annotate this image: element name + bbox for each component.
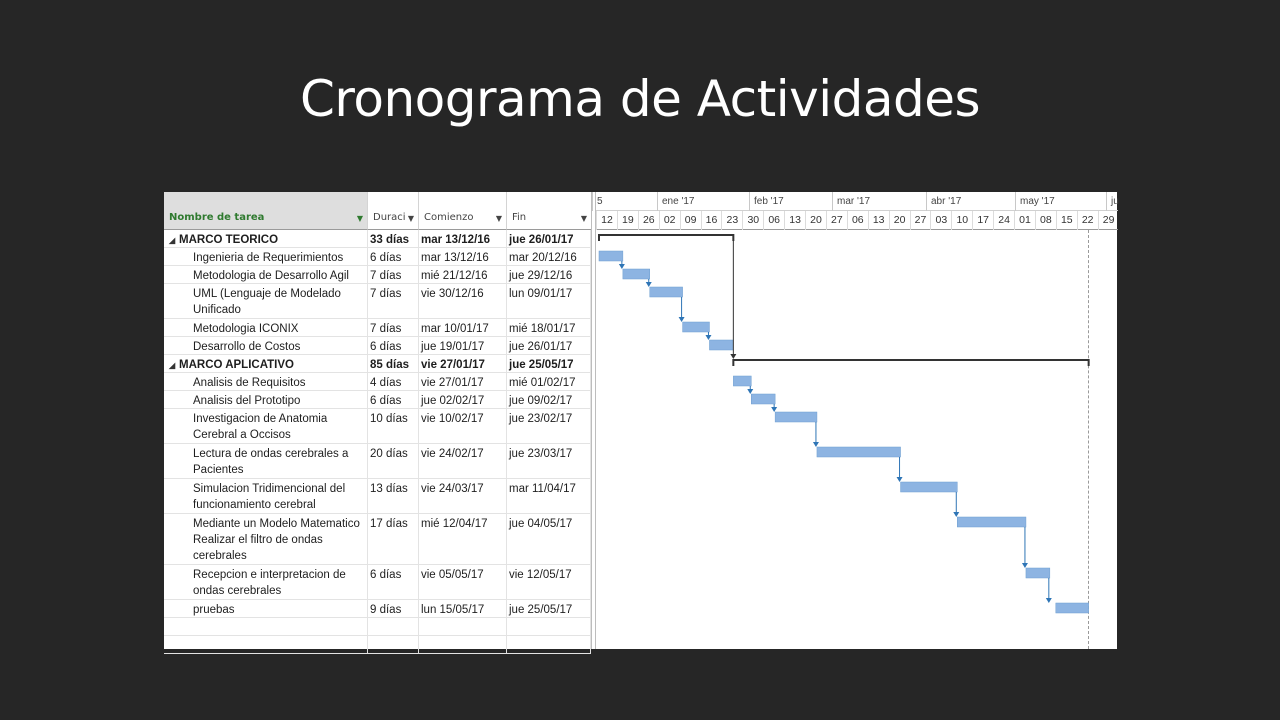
task-start[interactable] bbox=[419, 409, 507, 443]
column-header-start-label: Comienzo bbox=[424, 212, 474, 223]
column-header-duration-label: Duraci bbox=[373, 212, 406, 223]
task-start-text: mar 10/01/17 bbox=[421, 323, 489, 335]
dropdown-arrow-icon[interactable]: ▼ bbox=[356, 214, 363, 223]
timescale-week-label: 30 bbox=[742, 211, 763, 230]
task-finish[interactable] bbox=[507, 409, 591, 443]
task-finish[interactable] bbox=[507, 248, 591, 265]
dropdown-arrow-icon[interactable]: ▼ bbox=[580, 214, 587, 223]
task-start-text: vie 24/03/17 bbox=[421, 483, 484, 495]
column-header-finish[interactable] bbox=[507, 192, 591, 230]
task-row[interactable] bbox=[164, 284, 591, 319]
column-header-start[interactable] bbox=[419, 192, 507, 230]
task-duration[interactable] bbox=[368, 230, 419, 247]
task-name-text: Recepcion e interpretacion de ondas cerebrales bbox=[193, 569, 346, 597]
task-start-text: mié 12/04/17 bbox=[421, 518, 488, 530]
task-name[interactable] bbox=[164, 409, 368, 443]
timescale-week-label: 20 bbox=[889, 211, 910, 230]
dependency-arrowhead bbox=[771, 407, 777, 412]
task-bar bbox=[1056, 603, 1089, 613]
task-finish[interactable] bbox=[507, 479, 591, 513]
dependency-arrowhead bbox=[813, 442, 819, 447]
timescale-week-label: 06 bbox=[763, 211, 784, 230]
task-name-text: MARCO TEORICO bbox=[179, 234, 279, 246]
task-start[interactable] bbox=[419, 444, 507, 478]
task-duration[interactable] bbox=[368, 636, 419, 653]
task-finish[interactable] bbox=[507, 355, 591, 372]
timescale-month-label: ju bbox=[1106, 192, 1126, 211]
dropdown-arrow-icon[interactable]: ▼ bbox=[407, 214, 414, 223]
task-finish[interactable] bbox=[507, 618, 591, 635]
task-name-text: Metodologia ICONIX bbox=[193, 323, 299, 335]
task-duration[interactable] bbox=[368, 337, 419, 354]
task-row[interactable] bbox=[164, 409, 591, 444]
task-name[interactable] bbox=[164, 600, 368, 617]
dependency-arrowhead bbox=[679, 317, 685, 322]
task-bar bbox=[683, 322, 710, 332]
task-duration[interactable] bbox=[368, 479, 419, 513]
dependency-arrowhead bbox=[705, 335, 711, 340]
task-finish[interactable] bbox=[507, 230, 591, 247]
task-duration[interactable] bbox=[368, 618, 419, 635]
timescale-week-label: 13 bbox=[784, 211, 805, 230]
task-start-text: vie 24/02/17 bbox=[421, 448, 484, 460]
task-start[interactable] bbox=[419, 636, 507, 653]
task-start[interactable] bbox=[419, 373, 507, 390]
task-name-text: Ingenieria de Requerimientos bbox=[193, 252, 344, 264]
timescale-month-label: ene '17 bbox=[657, 192, 749, 211]
task-row[interactable] bbox=[164, 444, 591, 479]
task-start[interactable] bbox=[419, 248, 507, 265]
task-name[interactable] bbox=[164, 391, 368, 408]
task-name-text: MARCO APLICATIVO bbox=[179, 359, 294, 371]
summary-dependency-arrowhead bbox=[730, 354, 736, 359]
task-finish-text: jue 09/02/17 bbox=[509, 395, 573, 407]
task-duration-text: 10 días bbox=[370, 413, 408, 425]
column-header-name[interactable] bbox=[164, 192, 368, 230]
timescale-month-label: abr '17 bbox=[926, 192, 1015, 211]
task-duration-text: 17 días bbox=[370, 518, 408, 530]
task-start[interactable] bbox=[419, 230, 507, 247]
task-name-text: Investigacion de Anatomia Cerebral a Occisos bbox=[193, 413, 328, 441]
task-start-text: jue 19/01/17 bbox=[421, 341, 485, 353]
task-duration[interactable] bbox=[368, 444, 419, 478]
task-row[interactable] bbox=[164, 479, 591, 514]
timescale-week-label: 27 bbox=[826, 211, 847, 230]
task-duration[interactable] bbox=[368, 355, 419, 372]
column-header-name-label: Nombre de tarea bbox=[169, 212, 265, 223]
timescale-week-label: 15 bbox=[1056, 211, 1077, 230]
timescale-week-label: 23 bbox=[721, 211, 742, 230]
gantt-screenshot bbox=[164, 192, 1117, 649]
task-bar bbox=[751, 394, 775, 404]
task-start[interactable] bbox=[419, 600, 507, 617]
task-finish-text: jue 04/05/17 bbox=[509, 518, 573, 530]
task-finish-text: mar 20/12/16 bbox=[509, 252, 577, 264]
task-finish-text: mié 18/01/17 bbox=[509, 323, 576, 335]
timescale-week-label: 19 bbox=[617, 211, 638, 230]
task-finish-text: lun 09/01/17 bbox=[509, 288, 573, 300]
task-finish[interactable] bbox=[507, 444, 591, 478]
task-name[interactable] bbox=[164, 565, 368, 599]
task-finish-text: mar 11/04/17 bbox=[509, 483, 576, 495]
gantt-bars-canvas bbox=[596, 192, 1118, 649]
dependency-arrowhead bbox=[897, 477, 903, 482]
task-name-text: Analisis del Prototipo bbox=[193, 395, 301, 407]
task-name[interactable] bbox=[164, 319, 368, 336]
task-duration-text: 4 días bbox=[370, 377, 402, 389]
timescale-week-label: 09 bbox=[680, 211, 701, 230]
task-bar bbox=[1026, 568, 1050, 578]
task-duration[interactable] bbox=[368, 391, 419, 408]
timescale-week-label: 24 bbox=[993, 211, 1014, 230]
task-duration-text: 6 días bbox=[370, 569, 402, 581]
task-name-text: Analisis de Requisitos bbox=[193, 377, 306, 389]
collapse-triangle-icon[interactable]: ◢ bbox=[169, 236, 176, 245]
task-name[interactable] bbox=[164, 230, 368, 247]
task-duration-text: 7 días bbox=[370, 288, 402, 300]
task-bar bbox=[775, 412, 817, 422]
task-name-text: Desarrollo de Costos bbox=[193, 341, 301, 353]
dependency-arrowhead bbox=[747, 389, 753, 394]
task-start-text: vie 10/02/17 bbox=[421, 413, 484, 425]
task-name[interactable] bbox=[164, 355, 368, 372]
task-row[interactable] bbox=[164, 391, 591, 409]
task-start[interactable] bbox=[419, 319, 507, 336]
task-row[interactable] bbox=[164, 514, 591, 565]
timescale-week-label: 10 bbox=[951, 211, 972, 230]
task-name-text: pruebas bbox=[193, 604, 235, 616]
task-duration-text: 85 días bbox=[370, 359, 409, 371]
dependency-arrowhead bbox=[646, 282, 652, 287]
timescale-week-label: 26 bbox=[638, 211, 659, 230]
task-duration[interactable] bbox=[368, 409, 419, 443]
task-name-text: UML (Lenguaje de Modelado Unificado bbox=[193, 288, 341, 316]
task-finish[interactable] bbox=[507, 373, 591, 390]
dependency-arrowhead bbox=[619, 264, 625, 269]
timescale-week-label: 01 bbox=[1014, 211, 1035, 230]
task-finish-text: jue 29/12/16 bbox=[509, 270, 573, 282]
timescale-week-label: 08 bbox=[1035, 211, 1056, 230]
timescale-week-label: 03 bbox=[930, 211, 951, 230]
task-finish[interactable] bbox=[507, 636, 591, 653]
column-header-finish-label: Fin bbox=[512, 212, 527, 223]
task-row[interactable] bbox=[164, 565, 591, 600]
task-name[interactable] bbox=[164, 373, 368, 390]
timescale-week-label: 12 bbox=[596, 211, 617, 230]
task-start[interactable] bbox=[419, 565, 507, 599]
task-start[interactable] bbox=[419, 618, 507, 635]
timescale-week-label: 06 bbox=[847, 211, 868, 230]
task-duration-text: 9 días bbox=[370, 604, 402, 616]
task-name[interactable] bbox=[164, 248, 368, 265]
gantt-chart bbox=[595, 192, 1118, 649]
task-finish-text: mié 01/02/17 bbox=[509, 377, 576, 389]
task-bar bbox=[817, 447, 901, 457]
task-row[interactable] bbox=[164, 600, 591, 618]
task-start[interactable] bbox=[419, 284, 507, 318]
task-name[interactable] bbox=[164, 444, 368, 478]
task-table bbox=[164, 192, 592, 649]
timescale-month-label: feb '17 bbox=[749, 192, 832, 211]
task-row[interactable] bbox=[164, 337, 591, 355]
timescale-month-label: mar '17 bbox=[832, 192, 926, 211]
task-start[interactable] bbox=[419, 337, 507, 354]
dependency-arrowhead bbox=[953, 512, 959, 517]
task-bar bbox=[733, 376, 751, 386]
timescale-week-label: 22 bbox=[1077, 211, 1098, 230]
task-duration-text: 7 días bbox=[370, 323, 402, 335]
task-start-text: mar 13/12/16 bbox=[421, 252, 489, 264]
task-bar bbox=[957, 517, 1026, 527]
task-duration-text: 6 días bbox=[370, 341, 402, 353]
task-row[interactable] bbox=[164, 266, 591, 284]
task-start-text: vie 27/01/17 bbox=[421, 377, 484, 389]
empty-row[interactable] bbox=[164, 618, 591, 636]
task-finish[interactable] bbox=[507, 337, 591, 354]
timescale-week-label: 27 bbox=[910, 211, 931, 230]
task-name[interactable] bbox=[164, 514, 368, 564]
task-name[interactable] bbox=[164, 479, 368, 513]
task-start-text: lun 15/05/17 bbox=[421, 604, 485, 616]
task-duration-text: 13 días bbox=[370, 483, 408, 495]
task-bar bbox=[599, 251, 623, 261]
timescale-month-label: 5 bbox=[592, 192, 657, 211]
task-start-text: mar 13/12/16 bbox=[421, 234, 491, 246]
task-name-text: Mediante un Modelo Matematico Realizar el filtro de ondas cerebrales bbox=[193, 518, 360, 562]
task-duration[interactable] bbox=[368, 248, 419, 265]
task-row[interactable] bbox=[164, 373, 591, 391]
task-finish[interactable] bbox=[507, 284, 591, 318]
task-name[interactable] bbox=[164, 266, 368, 283]
task-duration[interactable] bbox=[368, 514, 419, 564]
timescale-week-label: 17 bbox=[972, 211, 993, 230]
task-bar bbox=[709, 340, 733, 350]
task-duration[interactable] bbox=[368, 319, 419, 336]
task-start-text: jue 02/02/17 bbox=[421, 395, 485, 407]
task-finish-text: jue 26/01/17 bbox=[509, 341, 573, 353]
timescale-week-label: 13 bbox=[868, 211, 889, 230]
timescale-week-label: 16 bbox=[701, 211, 722, 230]
task-name-text: Lectura de ondas cerebrales a Pacientes bbox=[193, 448, 349, 476]
empty-row[interactable] bbox=[164, 636, 591, 654]
task-start[interactable] bbox=[419, 514, 507, 564]
timescale-week-label: 02 bbox=[659, 211, 680, 230]
task-name-text: Simulacion Tridimencional del funcionamiento cerebral bbox=[193, 483, 346, 511]
task-duration[interactable] bbox=[368, 373, 419, 390]
task-duration-text: 20 días bbox=[370, 448, 408, 460]
task-row[interactable] bbox=[164, 319, 591, 337]
task-start-text: vie 05/05/17 bbox=[421, 569, 484, 581]
task-duration[interactable] bbox=[368, 266, 419, 283]
task-finish-text: vie 12/05/17 bbox=[509, 569, 572, 581]
task-start[interactable] bbox=[419, 355, 507, 372]
task-duration-text: 7 días bbox=[370, 270, 402, 282]
task-duration-text: 33 días bbox=[370, 234, 409, 246]
task-finish[interactable] bbox=[507, 600, 591, 617]
task-name[interactable] bbox=[164, 337, 368, 354]
timescale-week-label: 20 bbox=[805, 211, 826, 230]
task-row[interactable] bbox=[164, 248, 591, 266]
task-finish[interactable] bbox=[507, 514, 591, 564]
task-bar bbox=[901, 482, 958, 492]
timescale-week-label: 29 bbox=[1098, 211, 1119, 230]
task-duration-text: 6 días bbox=[370, 395, 402, 407]
task-finish-text: jue 23/02/17 bbox=[509, 413, 573, 425]
task-start-text: vie 30/12/16 bbox=[421, 288, 484, 300]
task-duration[interactable] bbox=[368, 284, 419, 318]
slide-title: Cronograma de Actividades bbox=[299, 70, 981, 128]
task-duration-text: 6 días bbox=[370, 252, 402, 264]
task-finish-text: jue 26/01/17 bbox=[509, 234, 574, 246]
task-bar bbox=[650, 287, 683, 297]
summary-task-row[interactable] bbox=[164, 230, 591, 248]
task-finish-text: jue 25/05/17 bbox=[509, 359, 574, 371]
column-header-duration[interactable] bbox=[368, 192, 419, 230]
task-name-text: Metodologia de Desarrollo Agil bbox=[193, 270, 349, 282]
task-name[interactable] bbox=[164, 636, 368, 653]
dependency-arrowhead bbox=[1022, 563, 1028, 568]
summary-task-row[interactable] bbox=[164, 355, 591, 373]
task-finish[interactable] bbox=[507, 391, 591, 408]
task-finish-text: jue 23/03/17 bbox=[509, 448, 573, 460]
task-start[interactable] bbox=[419, 266, 507, 283]
task-name[interactable] bbox=[164, 618, 368, 635]
timescale-month-label: may '17 bbox=[1015, 192, 1106, 211]
task-start[interactable] bbox=[419, 391, 507, 408]
task-finish[interactable] bbox=[507, 565, 591, 599]
task-duration[interactable] bbox=[368, 600, 419, 617]
task-finish[interactable] bbox=[507, 266, 591, 283]
task-finish-text: jue 25/05/17 bbox=[509, 604, 573, 616]
task-start-text: vie 27/01/17 bbox=[421, 359, 485, 371]
task-finish[interactable] bbox=[507, 319, 591, 336]
collapse-triangle-icon[interactable]: ◢ bbox=[169, 361, 176, 370]
task-bar bbox=[623, 269, 650, 279]
task-duration[interactable] bbox=[368, 565, 419, 599]
task-start[interactable] bbox=[419, 479, 507, 513]
task-start-text: mié 21/12/16 bbox=[421, 270, 488, 282]
task-name[interactable] bbox=[164, 284, 368, 318]
dependency-arrowhead bbox=[1046, 598, 1052, 603]
dropdown-arrow-icon[interactable]: ▼ bbox=[495, 214, 502, 223]
